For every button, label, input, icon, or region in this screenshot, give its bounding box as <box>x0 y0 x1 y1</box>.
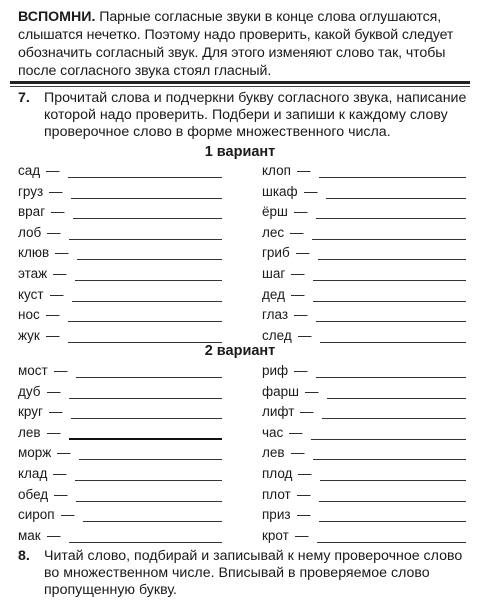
answer-line[interactable] <box>75 280 222 281</box>
word-label: лес <box>262 224 285 240</box>
word-label: сироп <box>18 507 55 523</box>
word-label: куст <box>18 286 44 302</box>
answer-line[interactable] <box>79 459 222 460</box>
word-label: мост <box>18 363 48 378</box>
answer-line[interactable] <box>319 521 466 522</box>
dash-mark: — <box>55 245 69 261</box>
word-label: час <box>262 424 284 440</box>
dash-mark: — <box>295 527 309 543</box>
remember-box <box>18 8 468 80</box>
answer-row <box>18 287 222 305</box>
dash-mark: — <box>294 363 308 378</box>
answer-row <box>262 384 466 402</box>
word-label: груз <box>18 183 44 199</box>
answer-line[interactable] <box>313 459 466 460</box>
answer-line[interactable] <box>313 280 466 281</box>
answer-line[interactable] <box>318 259 466 260</box>
answer-line[interactable] <box>313 301 466 302</box>
dash-mark: — <box>51 204 65 220</box>
word-label: ёрш <box>262 204 288 220</box>
answer-line[interactable] <box>327 398 466 399</box>
answer-line[interactable] <box>322 418 466 419</box>
dash-mark: — <box>297 163 311 178</box>
answer-row <box>262 445 466 463</box>
answer-row <box>18 404 222 422</box>
word-label: след <box>262 327 292 343</box>
task-8 <box>18 548 468 599</box>
word-label: клоп <box>262 163 291 178</box>
answer-line[interactable] <box>76 377 222 378</box>
dash-mark: — <box>289 424 303 440</box>
answer-row <box>18 487 222 505</box>
task-7-text: Прочитай слова и подчеркни букву согласного звука, написание которой надо проверить. Подбери и запиши к каждому слову проверочное слово в форме множественного числа. <box>44 90 467 140</box>
dash-mark: — <box>296 245 310 261</box>
remember-text: Парные согласные звуки в конце слова оглушаются, слышатся нечетко. Поэтому надо проверить, какой буквой следует обозначить согласный звук. Для этого изменяют слово так, чтобы после согласного звука стоял гласный. <box>18 9 454 79</box>
dash-mark: — <box>291 286 305 302</box>
dash-mark: — <box>46 307 60 323</box>
dash-mark: — <box>61 507 75 523</box>
variant-2-heading: 2 вариант <box>204 343 276 359</box>
answer-row <box>18 528 222 546</box>
remember-label: ВСПОМНИ. <box>18 9 96 25</box>
dash-mark: — <box>304 183 318 199</box>
dash-mark: — <box>297 507 311 523</box>
answer-line[interactable] <box>311 439 466 440</box>
word-label: нос <box>18 307 40 323</box>
answer-row <box>262 245 466 263</box>
answer-row <box>262 404 466 422</box>
answer-line[interactable] <box>319 177 466 178</box>
answer-line[interactable] <box>69 542 222 543</box>
dash-mark: — <box>294 307 308 323</box>
answer-line[interactable] <box>316 377 466 378</box>
answer-line[interactable] <box>76 501 222 502</box>
answer-line[interactable] <box>69 438 222 440</box>
answer-row <box>262 425 466 443</box>
word-label: враг <box>18 204 46 220</box>
word-label: лев <box>18 424 41 440</box>
answer-row <box>18 225 222 243</box>
answer-row <box>262 287 466 305</box>
divider-thin <box>10 86 470 87</box>
dash-mark: — <box>298 327 312 343</box>
dash-mark: — <box>47 527 61 543</box>
answer-row <box>262 528 466 546</box>
dash-mark: — <box>53 266 67 281</box>
answer-line[interactable] <box>75 480 222 481</box>
answer-line[interactable] <box>72 301 222 302</box>
answer-line[interactable] <box>71 418 222 419</box>
divider-thick <box>10 81 470 84</box>
answer-line[interactable] <box>69 398 222 399</box>
word-label: лоб <box>18 224 42 240</box>
answer-line[interactable] <box>77 259 222 260</box>
answer-row <box>18 445 222 463</box>
dash-mark: — <box>297 486 311 502</box>
answer-row <box>262 507 466 525</box>
dash-mark: — <box>298 466 312 481</box>
answer-row <box>262 204 466 222</box>
word-label: крот <box>262 527 289 543</box>
answer-row <box>262 363 466 381</box>
answer-line[interactable] <box>317 542 466 543</box>
dash-mark: — <box>49 404 63 420</box>
answer-row <box>18 425 222 443</box>
word-label: этаж <box>18 266 48 281</box>
word-label: обед <box>18 486 49 502</box>
task-7-number: 7. <box>18 90 30 106</box>
answer-line[interactable] <box>73 218 222 219</box>
dash-mark: — <box>53 466 67 481</box>
answer-row <box>18 307 222 325</box>
task-8-number: 8. <box>18 548 30 564</box>
answer-line[interactable] <box>326 198 466 199</box>
word-label: шкаф <box>262 183 298 199</box>
dash-mark: — <box>47 424 61 440</box>
answer-line[interactable] <box>320 480 466 481</box>
dash-mark: — <box>305 383 319 399</box>
word-label: клад <box>18 466 48 481</box>
dash-mark: — <box>290 224 304 240</box>
word-label: плод <box>262 466 293 481</box>
answer-line[interactable] <box>319 501 466 502</box>
answer-line[interactable] <box>83 521 222 522</box>
dash-mark: — <box>291 445 305 461</box>
answer-line[interactable] <box>312 239 466 240</box>
dash-mark: — <box>291 266 305 281</box>
answer-row <box>18 245 222 263</box>
variant-1-heading: 1 вариант <box>204 144 276 160</box>
word-label: шаг <box>262 266 286 281</box>
answer-line[interactable] <box>316 218 466 219</box>
answer-row <box>18 163 222 181</box>
answer-line[interactable] <box>68 321 222 322</box>
answer-row <box>262 225 466 243</box>
answer-row <box>18 184 222 202</box>
answer-line[interactable] <box>69 239 222 240</box>
dash-mark: — <box>50 286 64 302</box>
dash-mark: — <box>46 327 60 343</box>
task-7 <box>18 90 468 141</box>
word-label: мак <box>18 527 41 543</box>
word-label: лев <box>262 445 285 461</box>
dash-mark: — <box>47 224 61 240</box>
word-label: дуб <box>18 383 41 399</box>
answer-row <box>262 307 466 325</box>
word-label: глаз <box>262 307 289 323</box>
word-label: жук <box>18 327 40 343</box>
answer-row <box>262 163 466 181</box>
answer-row <box>18 384 222 402</box>
dash-mark: — <box>294 204 308 220</box>
dash-mark: — <box>46 163 60 178</box>
word-label: дед <box>262 286 285 302</box>
answer-row <box>18 466 222 484</box>
dash-mark: — <box>300 404 314 420</box>
answer-row <box>18 204 222 222</box>
answer-line[interactable] <box>71 198 222 199</box>
dash-mark: — <box>54 486 68 502</box>
answer-row <box>18 266 222 284</box>
dash-mark: — <box>54 363 68 378</box>
dash-mark: — <box>57 445 71 461</box>
word-label: клюв <box>18 245 50 261</box>
dash-mark: — <box>47 383 61 399</box>
answer-row <box>262 266 466 284</box>
word-label: сад <box>18 163 41 178</box>
answer-row <box>262 466 466 484</box>
answer-line[interactable] <box>316 321 466 322</box>
word-label: плот <box>262 486 291 502</box>
word-label: гриб <box>262 245 290 261</box>
answer-row <box>262 184 466 202</box>
word-label: фарш <box>262 383 299 399</box>
word-label: лифт <box>262 404 295 420</box>
word-label: морж <box>18 445 52 461</box>
dash-mark: — <box>49 183 63 199</box>
word-label: приз <box>262 507 291 523</box>
answer-row <box>18 507 222 525</box>
word-label: круг <box>18 404 43 420</box>
answer-row <box>262 487 466 505</box>
answer-row <box>18 363 222 381</box>
word-label: риф <box>262 363 289 378</box>
task-8-text: Читай слово, подбирай и записывай к нему проверочное слово во множественном числе. Вписывай в проверяемое слово пропущенную букву. <box>44 548 463 598</box>
answer-line[interactable] <box>68 177 222 178</box>
